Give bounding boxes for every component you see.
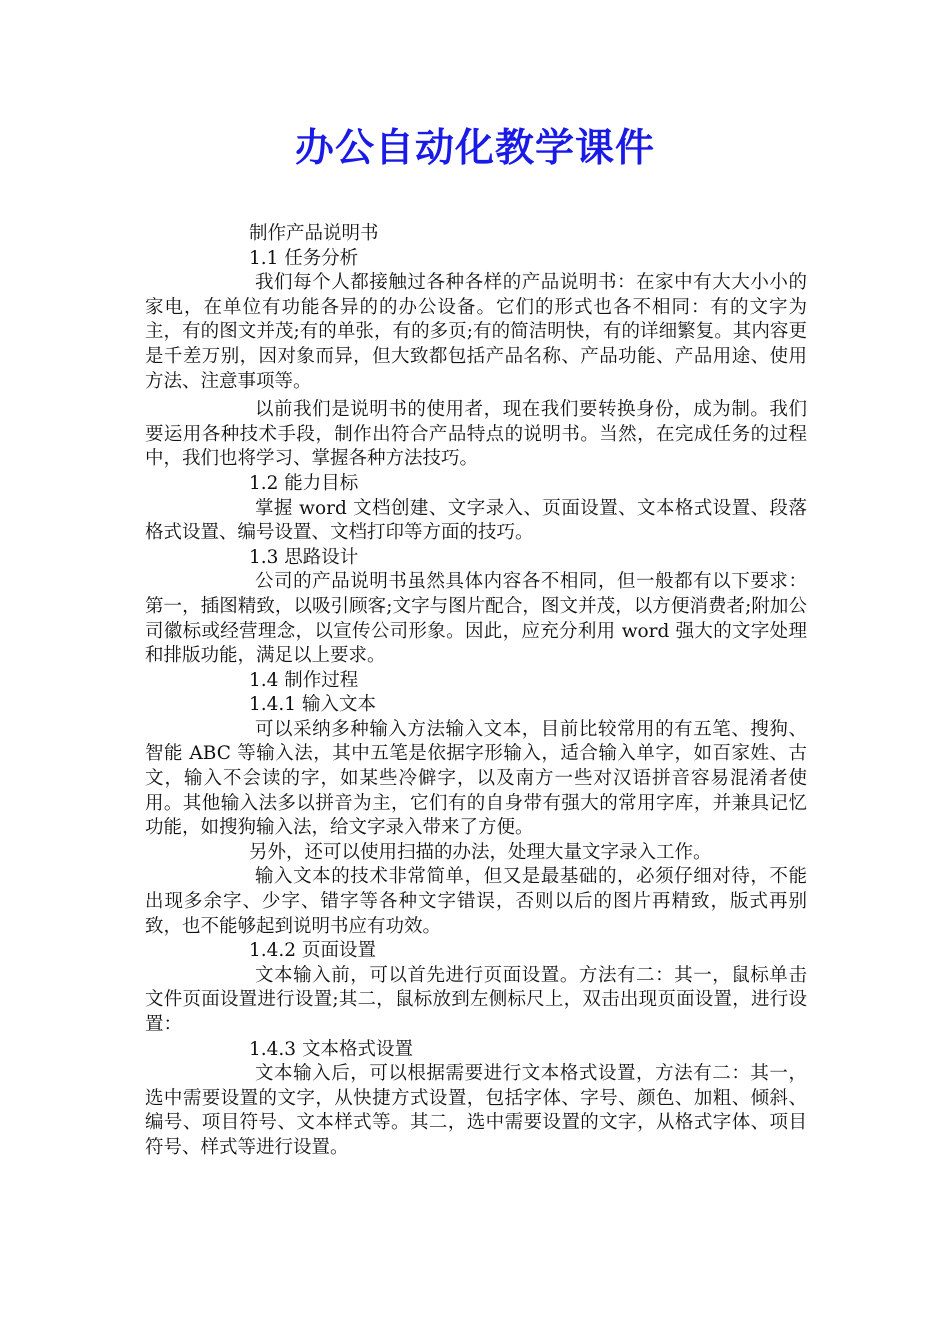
section-heading-1-1: 1.1 任务分析 [249, 247, 359, 269]
section-heading-1-2: 1.2 能力目标 [249, 472, 359, 494]
section-heading-1-4-2: 1.4.2 页面设置 [249, 940, 376, 962]
paragraph: 掌握 word 文档创建、文字录入、页面设置、文本格式设置、段落格式设置、编号设置、文档打印等方面的技巧。 [145, 497, 807, 544]
paragraph: 以前我们是说明书的使用者，现在我们要转换身份，成为制。我们要运用各种技术手段，制作出符合产品特点的说明书。当然，在完成任务的过程中，我们也将学习、掌握各种方法技巧。 [145, 399, 807, 470]
paragraph: 文本输入前，可以首先进行页面设置。方法有二：其一，鼠标单击文件页面设置进行设置;其二，鼠标放到左侧标尺上，双击出现页面设置，进行设置： [145, 964, 807, 1035]
document-title: 办公自动化教学课件 [294, 125, 655, 171]
section-heading-1-3: 1.3 思路设计 [249, 546, 359, 568]
paragraph: 公司的产品说明书虽然具体内容各不相同，但一般都有以下要求：第一，插图精致，以吸引顾客;文字与图片配合，图文并茂，以方便消费者;附加公司徽标或经营理念，以宣传公司形象。因此，应充分利用 word 强大的文字处理和排版功能，满足以上要求。 [145, 571, 807, 667]
paragraph: 文本输入后，可以根据需要进行文本格式设置，方法有二：其一，选中需要设置的文字，从快捷方式设置，包括字体、字号、颜色、加粗、倾斜、编号、项目符号、文本样式等。其二，选中需要设置的文字，从格式字体、项目符号、样式等进行设置。 [145, 1063, 807, 1158]
section-heading-main: 制作产品说明书 [249, 223, 379, 244]
paragraph: 输入文本的技术非常简单，但又是最基础的，必须仔细对待，不能出现多余字、少字、错字等各种文字错误，否则以后的图片再精致，版式再别致，也不能够起到说明书应有功效。 [145, 866, 807, 937]
section-heading-1-4-1: 1.4.1 输入文本 [249, 694, 376, 716]
section-heading-1-4-3: 1.4.3 文本格式设置 [249, 1038, 413, 1060]
paragraph-scan-note: 另外，还可以使用扫描的办法，处理大量文字录入工作。 [249, 841, 712, 863]
document-body [145, 222, 807, 1161]
paragraph: 可以采纳多种输入方法输入文本，目前比较常用的有五笔、搜狗、智能 ABC 等输入法，其中五笔是依据字形输入，适合输入单字，如百家姓、古文，输入不会读的字，如某些冷僻字，以及南方一些对汉语拼音容易混淆者使用。其他输入法多以拼音为主，它们有的自身带有强大的常用字库，并兼具记忆功能，如搜狗输入法，给文字录入带来了方便。 [145, 718, 807, 839]
paragraph: 我们每个人都接触过各种各样的产品说明书：在家中有大大小小的家电，在单位有功能各异的的办公设备。它们的形式也各不相同：有的文字为主，有的图文并茂;有的单张，有的多页;有的简洁明快，有的详细繁复。其内容更是千差万别，因对象而异，但大致都包括产品名称、产品功能、产品用途、使用方法、注意事项等。 [145, 272, 807, 392]
section-heading-1-4: 1.4 制作过程 [249, 669, 359, 691]
